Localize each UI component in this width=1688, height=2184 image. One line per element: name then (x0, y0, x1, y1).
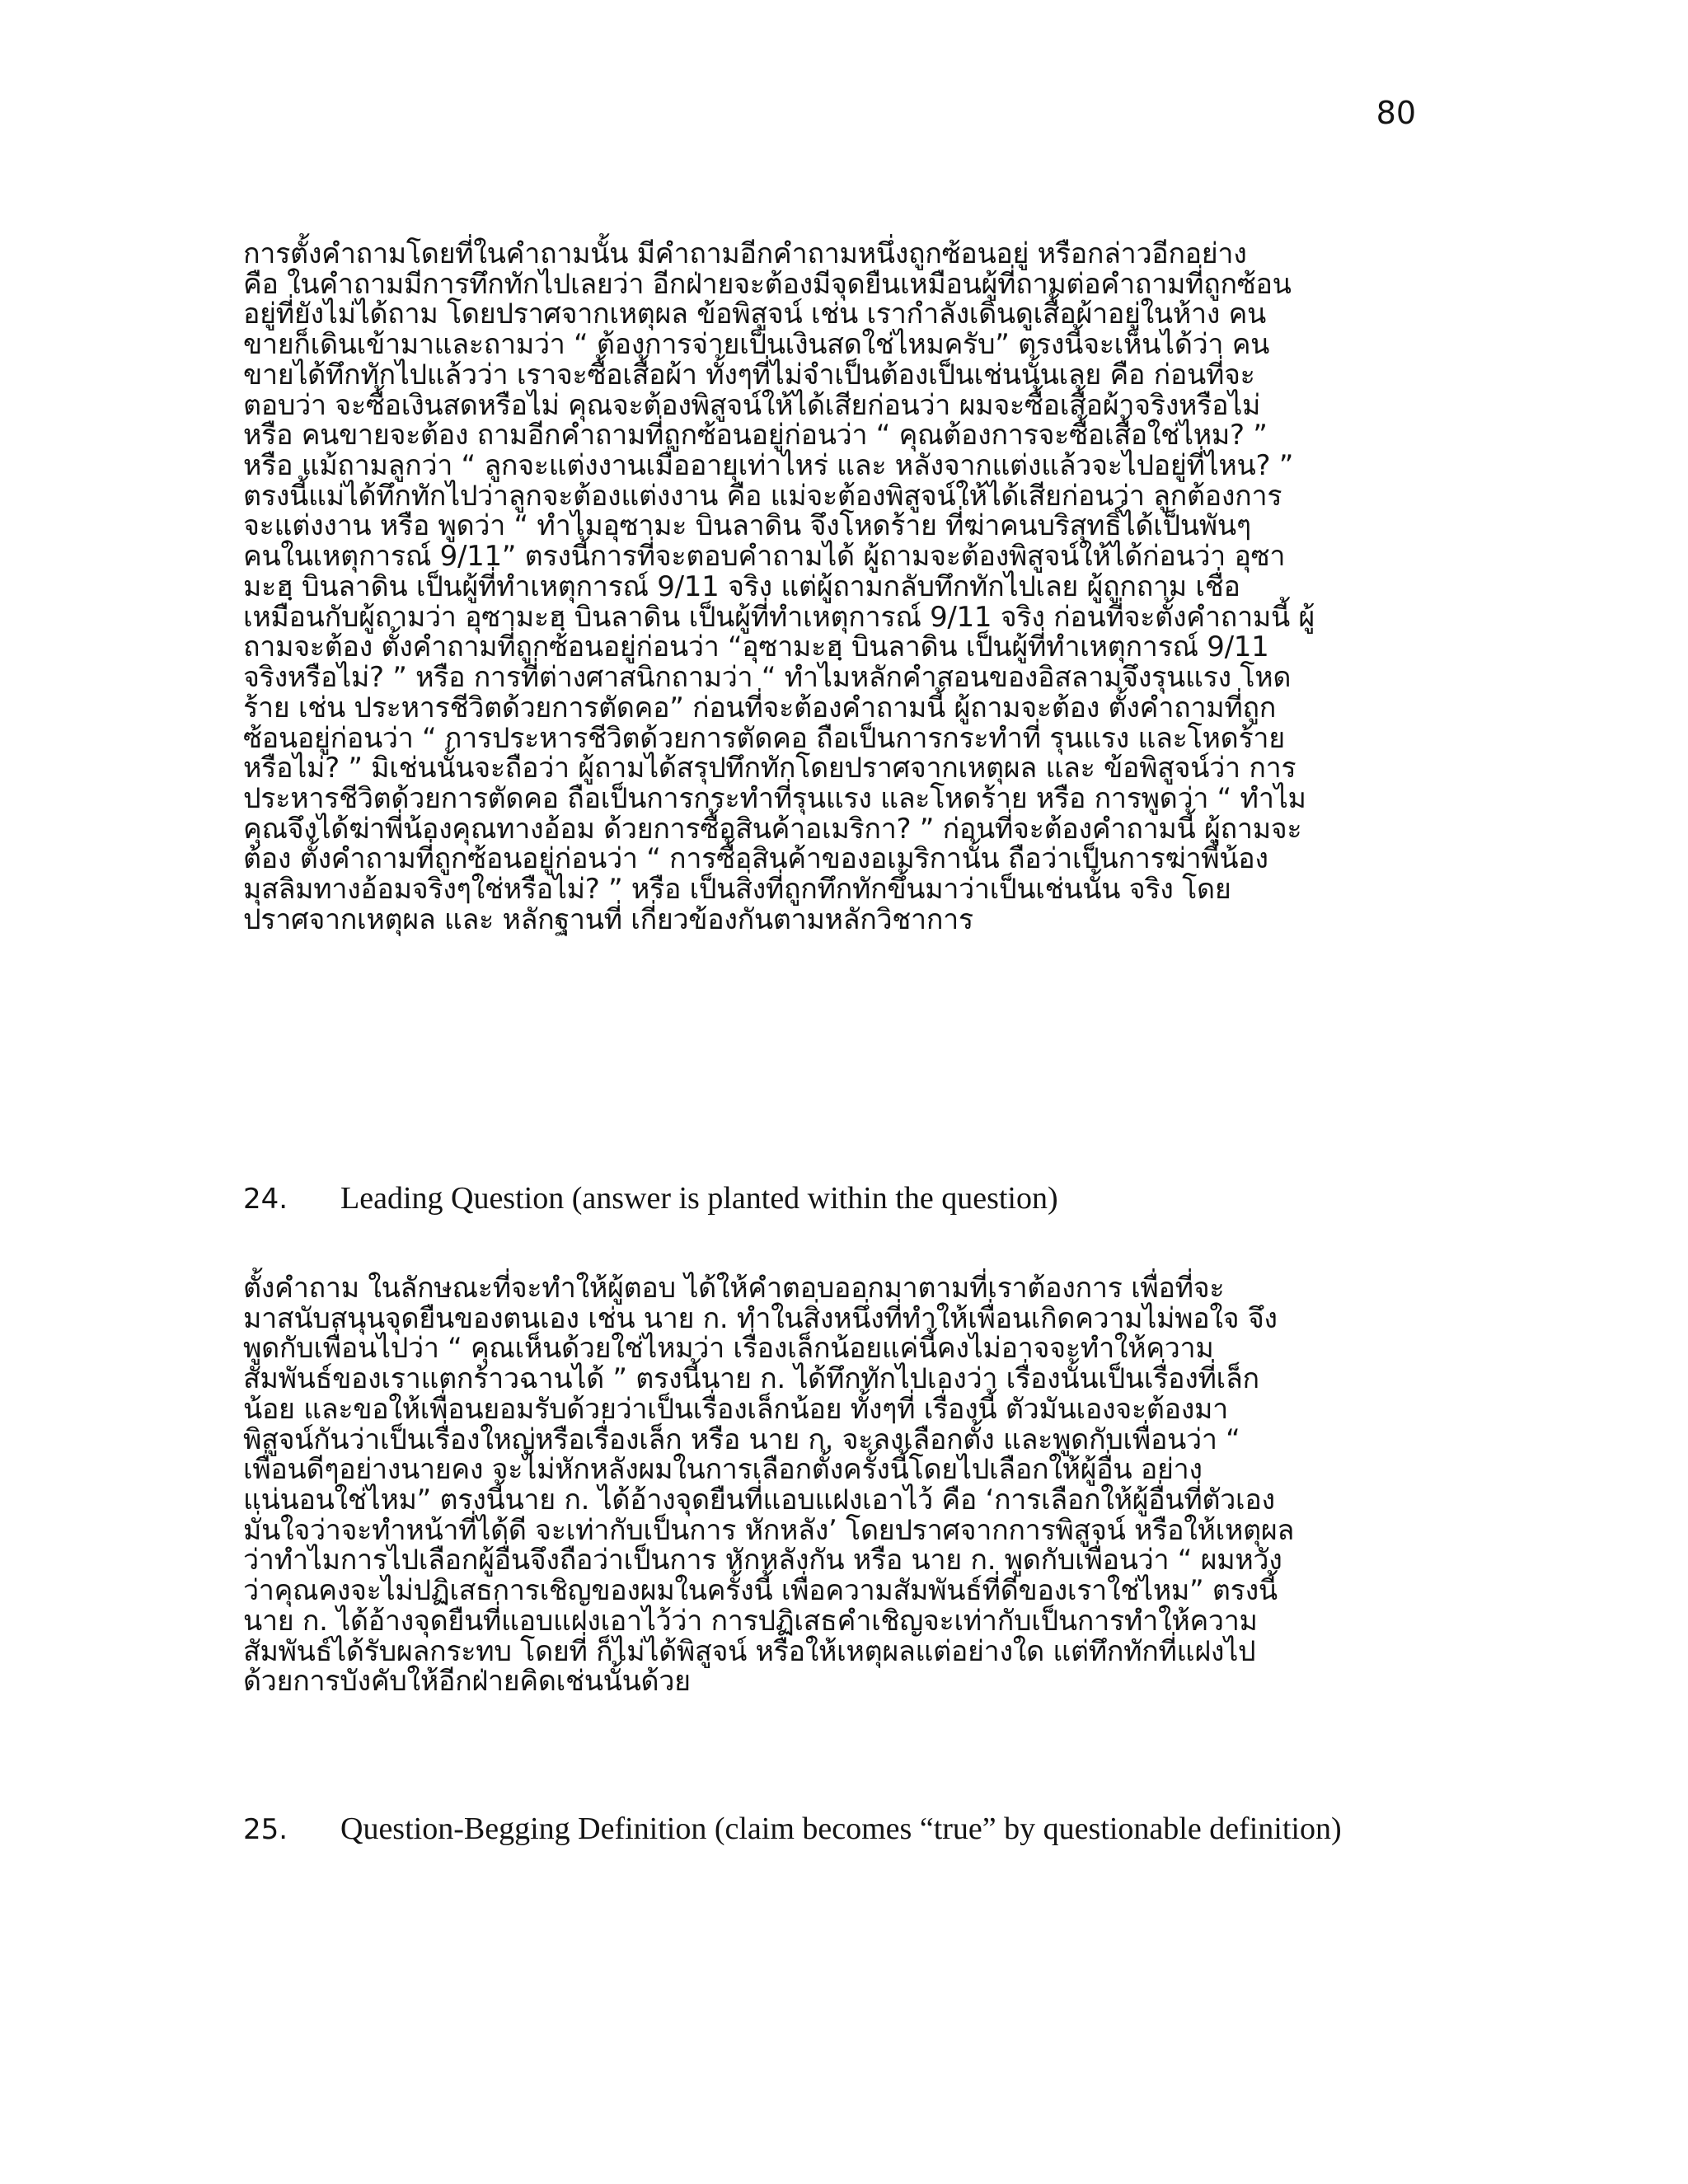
section-heading-25 (243, 1813, 1342, 1844)
paragraph-leading-question (243, 1273, 1496, 1697)
page-number: 80 (1376, 95, 1416, 131)
text-line: หรือไม่? ” มิเช่นนั้นจะถือว่า ผู้ถามได้สรุปทึกทักโดยปราศจากเหตุผล และ ข้อพิสูจน์ว่า การ (243, 752, 1296, 785)
text-line: ว่าทำไมการไปเลือกผู้อื่นจึงถือว่าเป็นการ หักหลังกัน หรือ นาย ก. พูดกับเพื่อนว่า “ ผมหวัง (243, 1544, 1282, 1577)
text-line: ด้วยการบังคับให้อีกฝ่ายคิดเช่นนั้นด้วย (243, 1665, 691, 1699)
text-line: ต้อง ตั้งคำถามที่ถูกซ้อนอยู่ก่อนว่า “ การซื้อสินค้าของอเมริกานั้น ถือว่าเป็นการฆ่าพี่น้อง (243, 842, 1268, 876)
text-line: หรือ แม้ถามลูกว่า “ ลูกจะแต่งงานเมื่ออายุเท่าไหร่ และ หลังจากแต่งแล้วจะไปอยู่ที่ไหน? ” (243, 449, 1294, 483)
text-line: ถามจะต้อง ตั้งคำถามที่ถูกซ้อนอยู่ก่อนว่า “อุซามะฮฺ บินลาดิน เป็นผู้ที่ทำเหตุการณ์ 9/11 (243, 630, 1269, 664)
text-line: แน่นอนใช่ไหม” ตรงนี้นาย ก. ได้อ้างจุดยืนที่แอบแฝงเอาไว้ คือ ‘การเลือกให้ผู้อื่นที่ตัวเอง (243, 1483, 1275, 1517)
text-line: ตอบว่า จะซื้อเงินสดหรือไม่ คุณจะต้องพิสูจน์ให้ได้เสียก่อนว่า ผมจะซื้อเสื้อผ้าจริงหรือไม่ (243, 388, 1261, 422)
text-line: เหมือนกับผู้ถามว่า อุซามะฮฺ บินลาดิน เป็นผู้ที่ทำเหตุการณ์ 9/11 จริง ก่อนที่จะตั้งคำถามนี้ ผู้ (243, 600, 1315, 634)
text-line: ประหารชีวิตด้วยการตัดคอ ถือเป็นการกระทำที่รุนแรง และโหดร้าย หรือ การพูดว่า “ ทำไม (243, 781, 1306, 815)
text-line: คือ ในคำถามมีการทึกทักไปเลยว่า อีกฝ่ายจะต้องมีจุดยืนเหมือนผู้ที่ถามต่อคำถามที่ถูกซ้อน (243, 267, 1292, 301)
text-line: ขายก็เดินเข้ามาและถามว่า “ ต้องการจ่ายเป็นเงินสดใช่ไหมครับ” ตรงนี้จะเห็นได้ว่า คน (243, 328, 1270, 362)
text-line: ตั้งคำถาม ในลักษณะที่จะทำให้ผู้ตอบ ได้ให้คำตอบออกมาตามที่เราต้องการ เพื่อที่จะ (243, 1272, 1225, 1305)
text-line: พิสูจน์กันว่าเป็นเรื่องใหญ่หรือเรื่องเล็ก หรือ นาย ก. จะลงเลือกตั้ง และพูดกับเพื่อนว่า “ (243, 1422, 1240, 1456)
text-line: มะฮฺ บินลาดิน เป็นผู้ที่ทำเหตุการณ์ 9/11 จริง แต่ผู้ถามกลับทึกทักไปเลย ผู้ถูกถาม เชื่อ (243, 569, 1240, 603)
text-line: ขายได้ทึกทักไปแล้วว่า เราจะซื้อเสื้อผ้า ทั้งๆที่ไม่จำเป็นต้องเป็นเช่นนั้นเลย คือ ก่อนที่จะ (243, 358, 1255, 391)
text-line: น้อย และขอให้เพื่อนยอมรับด้วยว่าเป็นเรื่องเล็กน้อย ทั้งๆที่ เรื่องนี้ ตัวมันเองจะต้องมา (243, 1392, 1228, 1426)
text-line: เพื่อนดีๆอย่างนายคง จะไม่หักหลังผมในการเลือกตั้งครั้งนี้โดยไปเลือกให้ผู้อื่น อย่าง (243, 1453, 1203, 1487)
text-line: ร้าย เช่น ประหารชีวิตด้วยการตัดคอ” ก่อนที่จะต้องคำถามนี้ ผู้ถามจะต้อง ตั้งคำถามที่ถูก (243, 691, 1277, 724)
text-line: ปราศจากเหตุผล และ หลักฐานที่ เกี่ยวข้องกันตามหลักวิชาการ (243, 902, 973, 936)
text-line: คนในเหตุการณ์ 9/11” ตรงนี้การที่จะตอบคำถามได้ ผู้ถามจะต้องพิสูจน์ให้ได้ก่อนว่า อุซา (243, 540, 1286, 574)
text-line: มาสนับสนุนจุดยืนของตนเอง เช่น นาย ก. ทำในสิ่งหนึ่งที่ทำให้เพื่อนเกิดความไม่พอใจ จึง (243, 1301, 1278, 1335)
text-line: จริงหรือไม่? ” หรือ การที่ต่างศาสนิกถามว่า “ ทำไมหลักคำสอนของอิสลามจึงรุนแรง โหด (243, 661, 1292, 695)
text-line: สัมพันธ์ได้รับผลกระทบ โดยที่ ก็ไม่ได้พิสูจน์ หรือให้เหตุผลแต่อย่างใด แต่ทึกทักที่แฝงไป (243, 1634, 1256, 1668)
section-heading-24 (243, 1183, 1058, 1214)
paragraph-loaded-question (243, 239, 1496, 935)
text-line: คุณจึงได้ฆ่าพี่น้องคุณทางอ้อม ด้วยการซื้อสินค้าอเมริกา? ” ก่อนที่จะต้องคำถามนี้ ผู้ถามจะ (243, 812, 1302, 846)
section-number: 24. (243, 1183, 288, 1216)
text-line: อยู่ที่ยังไม่ได้ถาม โดยปราศจากเหตุผล ข้อพิสูจน์ เช่น เรากำลังเดินดูเสื้อผ้าอยู่ในห้าง คน (243, 298, 1266, 331)
text-line: หรือ คนขายจะต้อง ถามอีกคำถามที่ถูกซ้อนอยู่ก่อนว่า “ คุณต้องการจะซื้อเสื้อใช่ไหม? ” (243, 419, 1268, 452)
section-number: 25. (243, 1813, 288, 1846)
section-title: Leading Question (answer is planted within the question) (340, 1181, 1058, 1216)
section-title: Question-Begging Definition (claim becomes “true” by questionable definition) (340, 1811, 1342, 1846)
text-line: จะแต่งงาน หรือ พูดว่า “ ทำไมอุซามะ บินลาดิน จึงโหดร้าย ที่ฆ่าคนบริสุทธิ์ได้เป็นพันๆ (243, 509, 1251, 543)
text-line: สัมพันธ์ของเราแตกร้าวฉานได้ ” ตรงนี้นาย ก. ได้ทึกทักไปเองว่า เรื่องนั้นเป็นเรื่องที่เล็ก (243, 1362, 1259, 1396)
text-line: มุสลิมทางอ้อมจริงๆใช่หรือไม่? ” หรือ เป็นสิ่งที่ถูกทึกทักขึ้นมาว่าเป็นเช่นนั้น จริง โดย (243, 873, 1231, 907)
text-line: ว่าคุณคงจะไม่ปฏิเสธการเชิญของผมในครั้งนี้ เพื่อความสัมพันธ์ที่ดีของเราใช่ไหม” ตรงนี้ (243, 1574, 1278, 1608)
text-line: การตั้งคำถามโดยที่ในคำถามนั้น มีคำถามอีกคำถามหนึ่งถูกซ้อนอยู่ หรือกล่าวอีกอย่าง (243, 237, 1247, 270)
text-line: ซ้อนอยู่ก่อนว่า “ การประหารชีวิตด้วยการตัดคอ ถือเป็นการกระทำที่ รุนแรง และโหดร้าย (243, 721, 1285, 755)
text-line: มั่นใจว่าจะทำหน้าที่ได้ดี จะเท่ากับเป็นการ หักหลัง’ โดยปราศจากการพิสูจน์ หรือให้เหตุผล (243, 1513, 1295, 1547)
text-line: ตรงนี้แม่ได้ทึกทักไปว่าลูกจะต้องแต่งงาน คือ แม่จะต้องพิสูจน์ให้ได้เสียก่อนว่า ลูกต้องการ (243, 479, 1282, 513)
text-line: พูดกับเพื่อนไปว่า “ คุณเห็นด้วยใช่ไหมว่า เรื่องเล็กน้อยแค่นี้คงไม่อาจจะทำให้ความ (243, 1332, 1214, 1366)
text-line: นาย ก. ได้อ้างจุดยืนที่แอบแฝงเอาไว้ว่า การปฏิเสธคำเชิญจะเท่ากับเป็นการทำให้ความ (243, 1604, 1258, 1638)
